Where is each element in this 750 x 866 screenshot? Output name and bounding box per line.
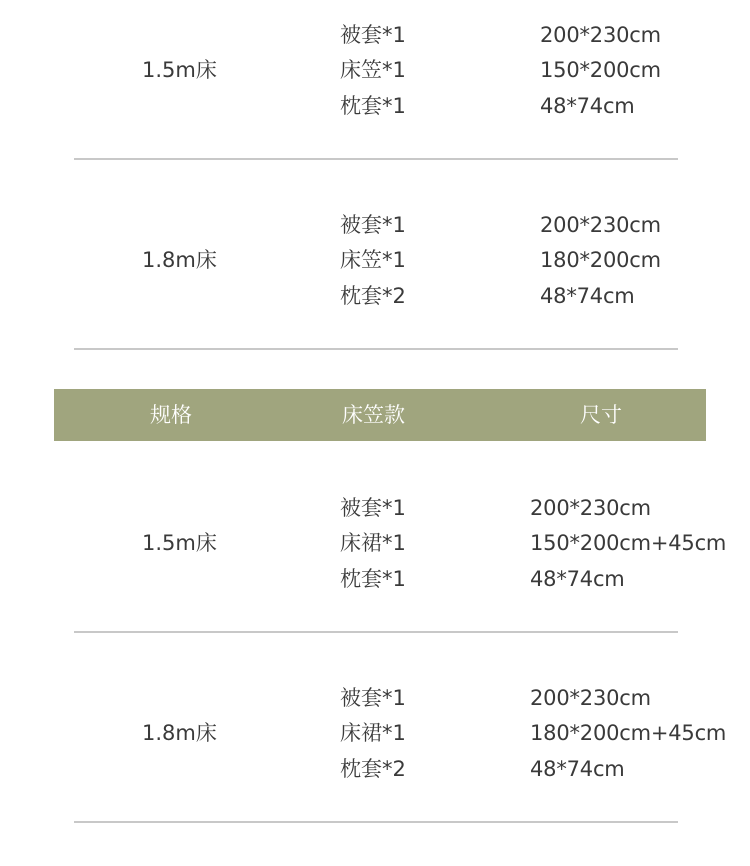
size-label: 1.8m床 [142,721,217,745]
item-label: 被套*1 [340,23,406,47]
dimension-value: 200*230cm [530,496,651,520]
row-divider [74,348,678,350]
dimension-value: 150*200cm [540,58,661,82]
item-label: 床笠*1 [340,248,406,272]
row-divider [74,631,678,633]
spec-row [74,663,727,823]
dimension-value: 200*230cm [540,23,661,47]
dimension-value: 150*200cm+45cm [530,531,727,555]
item-label: 枕套*1 [340,94,406,118]
row-divider [74,158,678,160]
spec-row [74,190,678,350]
table-header [54,389,706,441]
header-col-style: 床笠款 [342,403,405,427]
dimension-value: 180*200cm+45cm [530,721,727,745]
dimension-value: 48*74cm [540,94,635,118]
item-label: 床笠*1 [340,58,406,82]
dimension-value: 48*74cm [530,567,625,591]
item-label: 被套*1 [340,686,406,710]
dimension-value: 48*74cm [540,284,635,308]
header-col-size: 尺寸 [580,403,622,427]
item-label: 被套*1 [340,496,406,520]
row-divider [74,821,678,823]
dimension-value: 48*74cm [530,757,625,781]
dimension-value: 180*200cm [540,248,661,272]
header-col-spec: 规格 [150,403,192,427]
size-label: 1.5m床 [142,58,217,82]
dimension-value: 200*230cm [540,213,661,237]
item-label: 被套*1 [340,213,406,237]
item-label: 枕套*1 [340,567,406,591]
spec-row [74,0,678,160]
item-label: 枕套*2 [340,284,406,308]
item-label: 床裙*1 [340,531,406,555]
dimension-value: 200*230cm [530,686,651,710]
size-label: 1.8m床 [142,248,217,272]
size-label: 1.5m床 [142,531,217,555]
item-label: 枕套*2 [340,757,406,781]
item-label: 床裙*1 [340,721,406,745]
spec-row [74,473,727,633]
